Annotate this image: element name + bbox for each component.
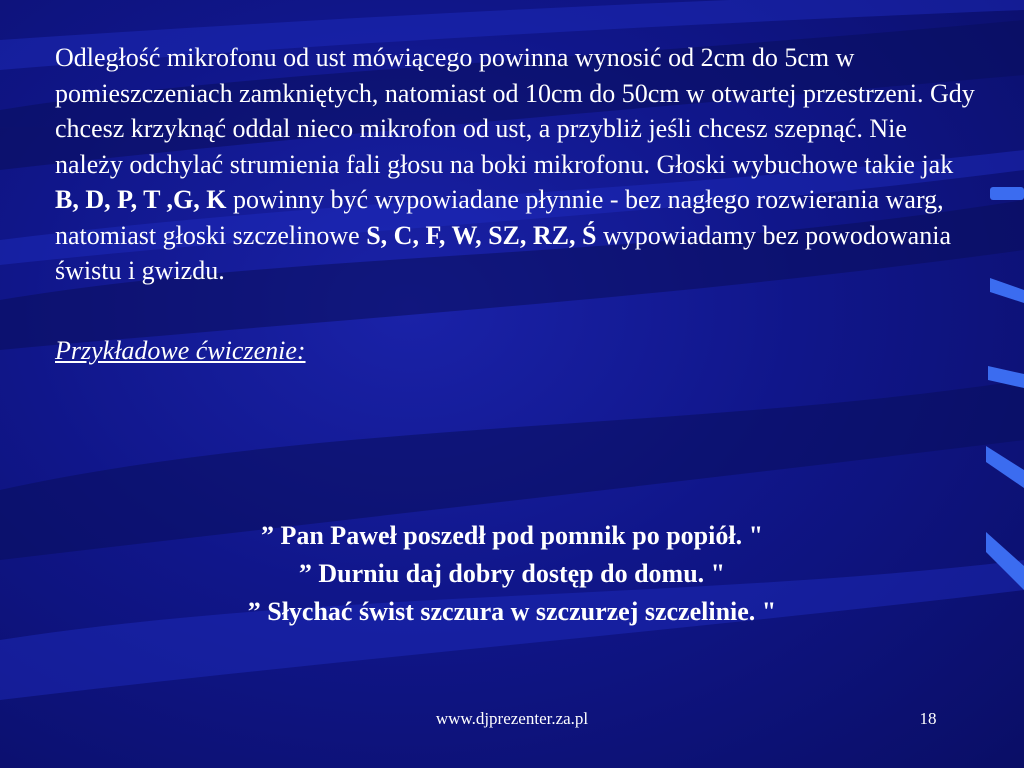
exercise-phrase: ” Słychać świst szczura w szczurzej szczelinie. "	[247, 597, 777, 626]
body-paragraph	[55, 40, 975, 289]
accent-stripe	[990, 187, 1024, 200]
exercise-phrases	[0, 517, 1024, 631]
paragraph-text-2: powinny być wypowiadane płynnie - bez nagłego rozwierania warg, natomiast głoski szczelinowe	[55, 185, 944, 250]
fricative-consonants: S, C, F, W, SZ, RZ, Ś	[366, 220, 597, 250]
accent-stripe	[986, 446, 1024, 488]
accent-stripe	[990, 278, 1024, 303]
example-heading: Przykładowe ćwiczenie:	[55, 335, 306, 365]
exercise-phrase: ” Pan Paweł poszedł pod pomnik po popiół. "	[260, 521, 764, 550]
paragraph-text-3: wypowiadamy bez powodowania świstu i gwizdu.	[55, 220, 951, 285]
slide-content	[55, 40, 975, 367]
plosive-consonants: B, D, P, T ,G, K	[55, 185, 227, 214]
page-number: 18	[919, 709, 937, 728]
footer-url: www.djprezenter.za.pl	[435, 709, 589, 728]
exercise-phrase: ” Durniu daj dobry dostęp do domu. "	[298, 559, 726, 588]
paragraph-text-1: Odległość mikrofonu od ust mówiącego powinna wynosić od 2cm do 5cm w pomieszczeniach zamkniętych, natomiast od 10cm do 50cm w otwartej przestrzeni. Gdy chcesz krzyknąć oddal nieco mikrofon od ust, a przybliż jeśli chcesz szepnąć. Nie należy odchylać strumienia fali głosu na boki mikrofonu. Głoski wybuchowe takie jak	[55, 43, 975, 179]
